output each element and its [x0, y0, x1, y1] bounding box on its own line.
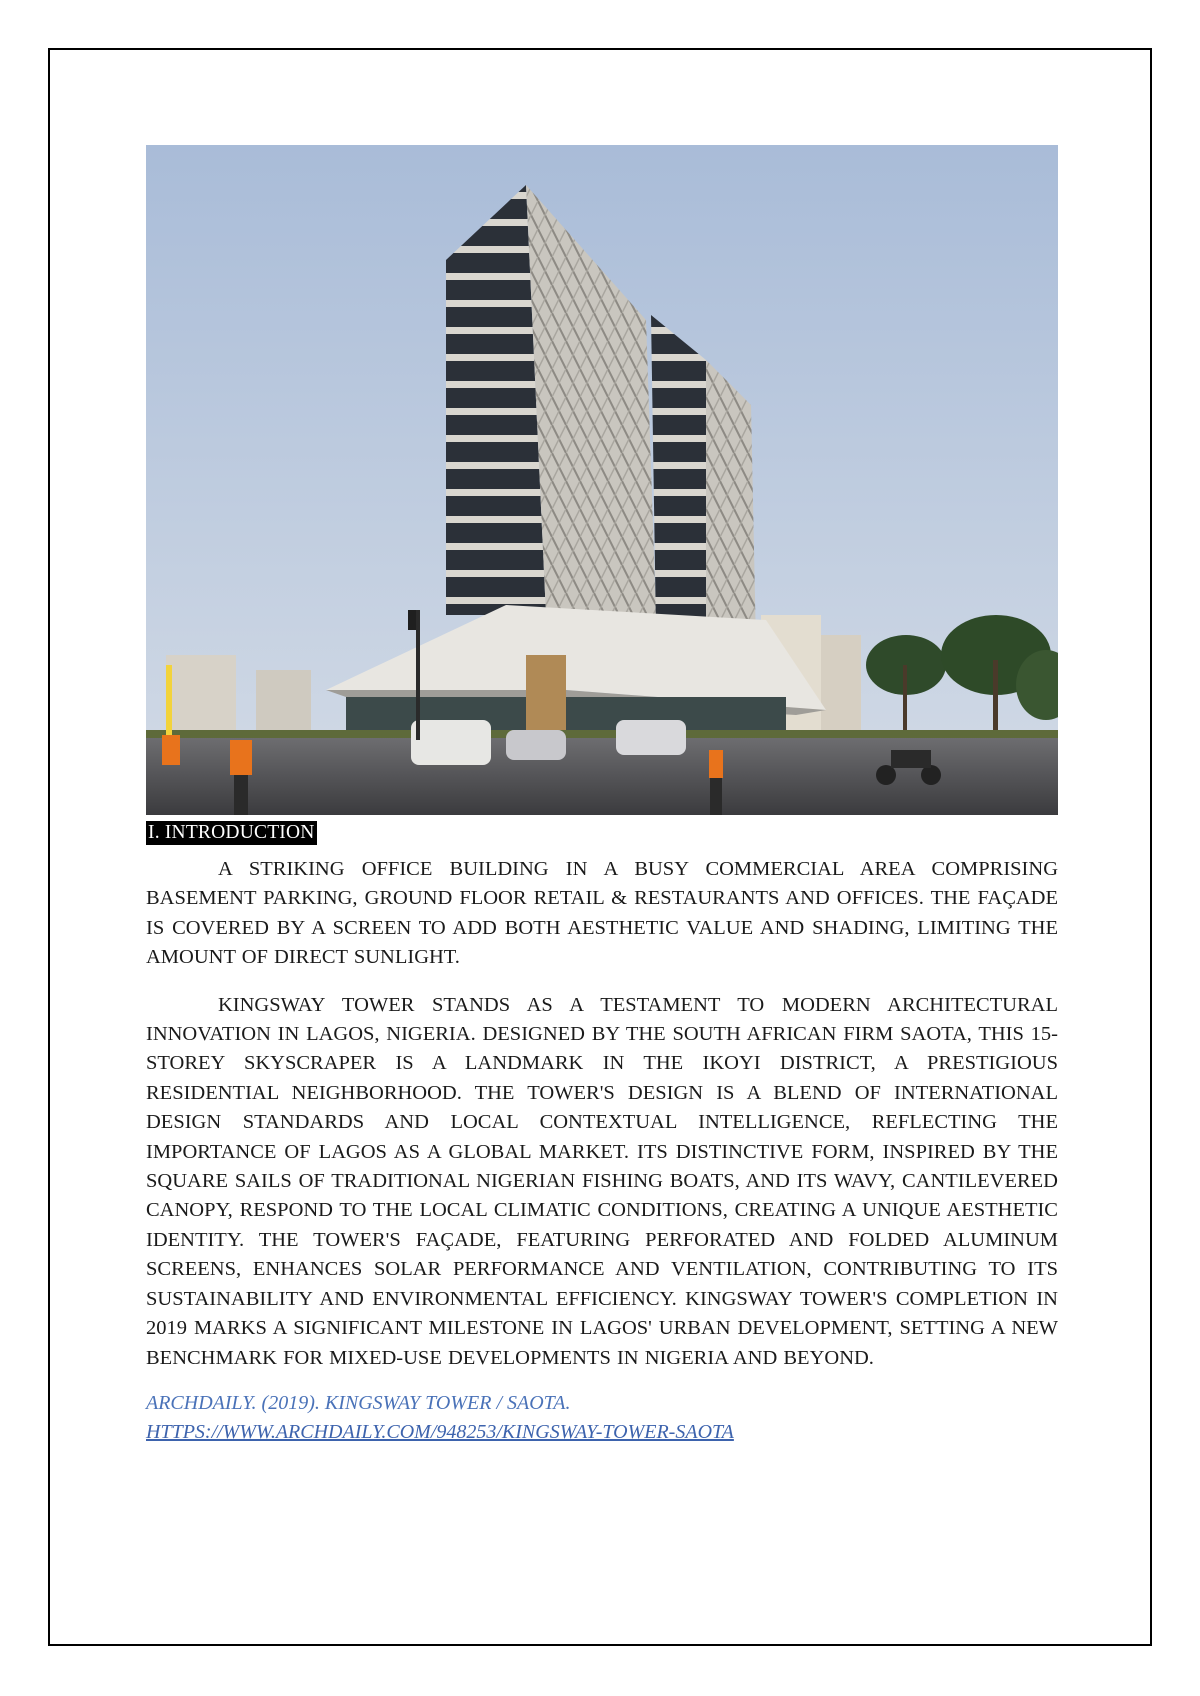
intro-paragraph-2: KINGSWAY TOWER STANDS AS A TESTAMENT TO MODERN ARCHITECTURAL INNOVATION IN LAGOS, NIGERIA. DESIGNED BY THE SOUTH AFRICAN FIRM SAOTA, THIS 15-STOREY SKYSCRAPER IS A LANDMARK IN THE IKOYI DISTRICT, A PRESTIGIOUS RESIDENTIAL NEIGHBORHOOD. THE TOWER'S DESIGN IS A BLEND OF INTERNATIONAL DESIGN STANDARDS AND LOCAL CONTEXTUAL INTELLIGENCE, REFLECTING THE IMPORTANCE OF LAGOS AS A GLOBAL MARKET. ITS DISTINCTIVE FORM, INSPIRED BY THE SQUARE SAILS OF TRADITIONAL NIGERIAN FISHING BOATS, AND ITS WAVY, CANTILEVERED CANOPY, RESPOND TO THE LOCAL CLIMATIC CONDITIONS, CREATING A UNIQUE AESTHETIC IDENTITY. THE TOWER'S FAÇADE, FEATURING PERFORATED AND FOLDED ALUMINUM SCREENS, ENHANCES SOLAR PERFORMANCE AND VENTILATION, CONTRIBUTING TO ITS SUSTAINABILITY AND ENVIRONMENTAL EFFICIENCY. KINGSWAY TOWER'S COMPLETION IN 2019 MARKS A SIGNIFICANT MILESTONE IN LAGOS' URBAN DEVELOPMENT, SETTING A NEW BENCHMARK FOR MIXED-USE DEVELOPMENTS IN NIGERIA AND BEYOND.: [146, 993, 1058, 1369]
citation-link[interactable]: HTTPS://WWW.ARCHDAILY.COM/948253/KINGSWAY-TOWER-SAOTA: [146, 1420, 734, 1443]
intro-paragraph-1: A STRIKING OFFICE BUILDING IN A BUSY COMMERCIAL AREA COMPRISING BASEMENT PARKING, GROUND FLOOR RETAIL & RESTAURANTS AND OFFICES. THE FAÇADE IS COVERED BY A SCREEN TO ADD BOTH AESTHETIC VALUE AND SHADING, LIMITING THE AMOUNT OF DIRECT SUNLIGHT.: [146, 858, 1058, 969]
section-heading: I. INTRODUCTION: [148, 822, 315, 843]
citation-text: ARCHDAILY. (2019). KINGSWAY TOWER / SAOTA.: [146, 1391, 571, 1414]
kingsway-tower-photo: [146, 145, 1058, 815]
document-content: [146, 145, 1058, 1447]
citation: [146, 1389, 1058, 1447]
